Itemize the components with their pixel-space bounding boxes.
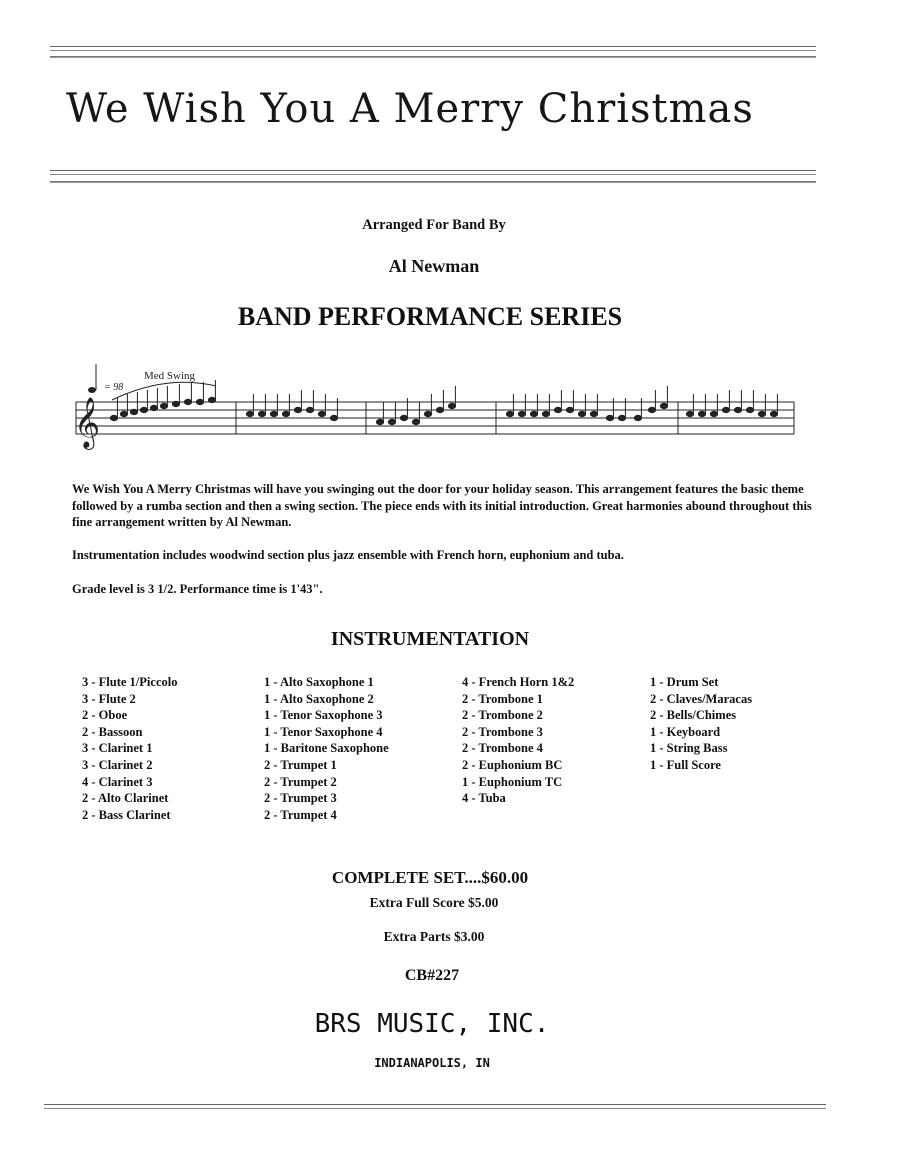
note-head [554, 407, 561, 412]
instrument-item: 1 - Full Score [650, 757, 721, 772]
instrument-item: 2 - Alto Clarinet [82, 791, 169, 806]
instrument-item: 3 - Flute 2 [82, 691, 136, 706]
note-head [436, 407, 443, 412]
note-head [282, 411, 289, 416]
title-rule-lower [50, 181, 816, 183]
instrument-item: 1 - Keyboard [650, 724, 721, 739]
instrument-item: 3 - Clarinet 1 [82, 741, 153, 756]
note-head [618, 415, 625, 420]
description-paragraph-3: Grade level is 3 1/2. Performance time is 1'43". [72, 582, 323, 596]
note-head [130, 409, 137, 414]
instrument-item: 1 - Drum Set [650, 675, 719, 689]
complete-set-price: COMPLETE SET....$60.00 [331, 868, 529, 887]
note-head [110, 415, 117, 420]
music-excerpt-staff [66, 360, 806, 460]
instrument-item: 1 - Baritone Saxophone [264, 741, 389, 756]
note-head [506, 411, 513, 416]
instrumentation-heading: INSTRUMENTATION [330, 628, 530, 650]
page-title: We Wish You A Merry Christmas [66, 86, 754, 132]
note-head [722, 407, 729, 412]
note-head [518, 411, 525, 416]
instrument-item: 2 - Bass Clarinet [82, 807, 171, 822]
instrument-item: 1 - Euphonium TC [462, 774, 563, 789]
instrument-item: 2 - Trombone 2 [462, 708, 543, 723]
note-head [710, 411, 717, 416]
bottom-rule [44, 1104, 826, 1109]
instrument-item: 2 - Oboe [82, 708, 128, 723]
note-head [758, 411, 765, 416]
instrument-item: 1 - Alto Saxophone 1 [264, 675, 374, 689]
instrument-item: 4 - Tuba [462, 791, 506, 806]
instrument-item: 2 - Bassoon [82, 724, 143, 739]
instrument-item: 1 - String Bass [650, 741, 728, 756]
description-paragraph-2: Instrumentation includes woodwind section plus jazz ensemble with French horn, euphonium and tuba. [72, 548, 624, 562]
note-head [120, 411, 127, 416]
extra-score-price: Extra Full Score $5.00 [369, 895, 499, 910]
title-rule-upper [50, 170, 816, 175]
catalog-number: CB#227 [404, 967, 460, 984]
extra-parts-price: Extra Parts $3.00 [383, 929, 485, 944]
note-head [172, 401, 179, 406]
arranged-for-label: Arranged For Band By [362, 217, 506, 233]
note-head [424, 411, 431, 416]
note-head [686, 411, 693, 416]
instrument-item: 1 - Alto Saxophone 2 [264, 691, 374, 706]
note-head [208, 397, 215, 402]
instrument-item: 3 - Flute 1/Piccolo [82, 675, 178, 689]
treble-clef-icon: 𝄞 [74, 397, 101, 448]
instrument-item: 4 - Clarinet 3 [82, 774, 153, 789]
instrument-item: 2 - Trumpet 3 [264, 791, 337, 806]
note-head [566, 407, 573, 412]
note-head [660, 403, 667, 408]
note-head [140, 407, 147, 412]
note-head [294, 407, 301, 412]
note-head [412, 419, 419, 424]
instrument-item: 2 - Trumpet 2 [264, 774, 337, 789]
note-head [590, 411, 597, 416]
instrument-item: 2 - Trombone 3 [462, 724, 543, 739]
note-head [160, 403, 167, 408]
instrument-item: 4 - French Horn 1&2 [462, 675, 575, 689]
tempo-bpm: = 98 [104, 382, 124, 393]
instrument-item: 2 - Trumpet 4 [264, 807, 337, 822]
instrument-item: 1 - Tenor Saxophone 4 [264, 724, 383, 739]
instrument-item: 2 - Bells/Chimes [650, 708, 737, 723]
note-head [606, 415, 613, 420]
note-head [734, 407, 741, 412]
instrument-item: 3 - Clarinet 2 [82, 757, 153, 772]
note-head [698, 411, 705, 416]
note-head [400, 415, 407, 420]
note-head [448, 403, 455, 408]
series-title: BAND PERFORMANCE SERIES [237, 302, 623, 331]
note-head [196, 399, 203, 404]
note-head [376, 419, 383, 424]
arranger-name: Al Newman [388, 256, 480, 276]
note-head [530, 411, 537, 416]
instrument-column-4 [650, 674, 752, 774]
instrument-column-1 [82, 674, 177, 823]
note-head [330, 415, 337, 420]
note-head [184, 399, 191, 404]
note-head [388, 419, 395, 424]
note-head [318, 411, 325, 416]
note-head [150, 405, 157, 410]
note-head [648, 407, 655, 412]
note-head [306, 407, 313, 412]
instrument-item: 2 - Claves/Maracas [650, 691, 753, 706]
top-rule-lower [50, 56, 816, 58]
note-head [542, 411, 549, 416]
note-head [770, 411, 777, 416]
description-paragraph-1: We Wish You A Merry Christmas will have you swinging out the door for your holiday season. This arrangement features the basic theme followed by a rumba section and then a swing section. The piece ends with its initial introduction. Great harmonies abound throughout this fine arrangement written by Al Newman. [72, 482, 812, 529]
tempo-marking: Med Swing [144, 370, 196, 382]
note-head [270, 411, 277, 416]
instrument-item: 2 - Trumpet 1 [264, 757, 337, 772]
publisher-location: INDIANAPOLIS, IN [374, 1056, 490, 1070]
note-head [258, 411, 265, 416]
publisher-name: BRS MUSIC, INC. [314, 1009, 550, 1039]
instrument-item: 2 - Trombone 1 [462, 691, 543, 706]
instrument-column-3 [462, 674, 574, 807]
note-head [246, 411, 253, 416]
instrument-column-2 [264, 674, 389, 823]
instrument-item: 2 - Trombone 4 [462, 741, 543, 756]
note-head [634, 415, 641, 420]
note-head [578, 411, 585, 416]
note-head [746, 407, 753, 412]
instrument-item: 2 - Euphonium BC [462, 757, 563, 772]
top-rule-upper [50, 46, 816, 51]
instrument-item: 1 - Tenor Saxophone 3 [264, 708, 383, 723]
